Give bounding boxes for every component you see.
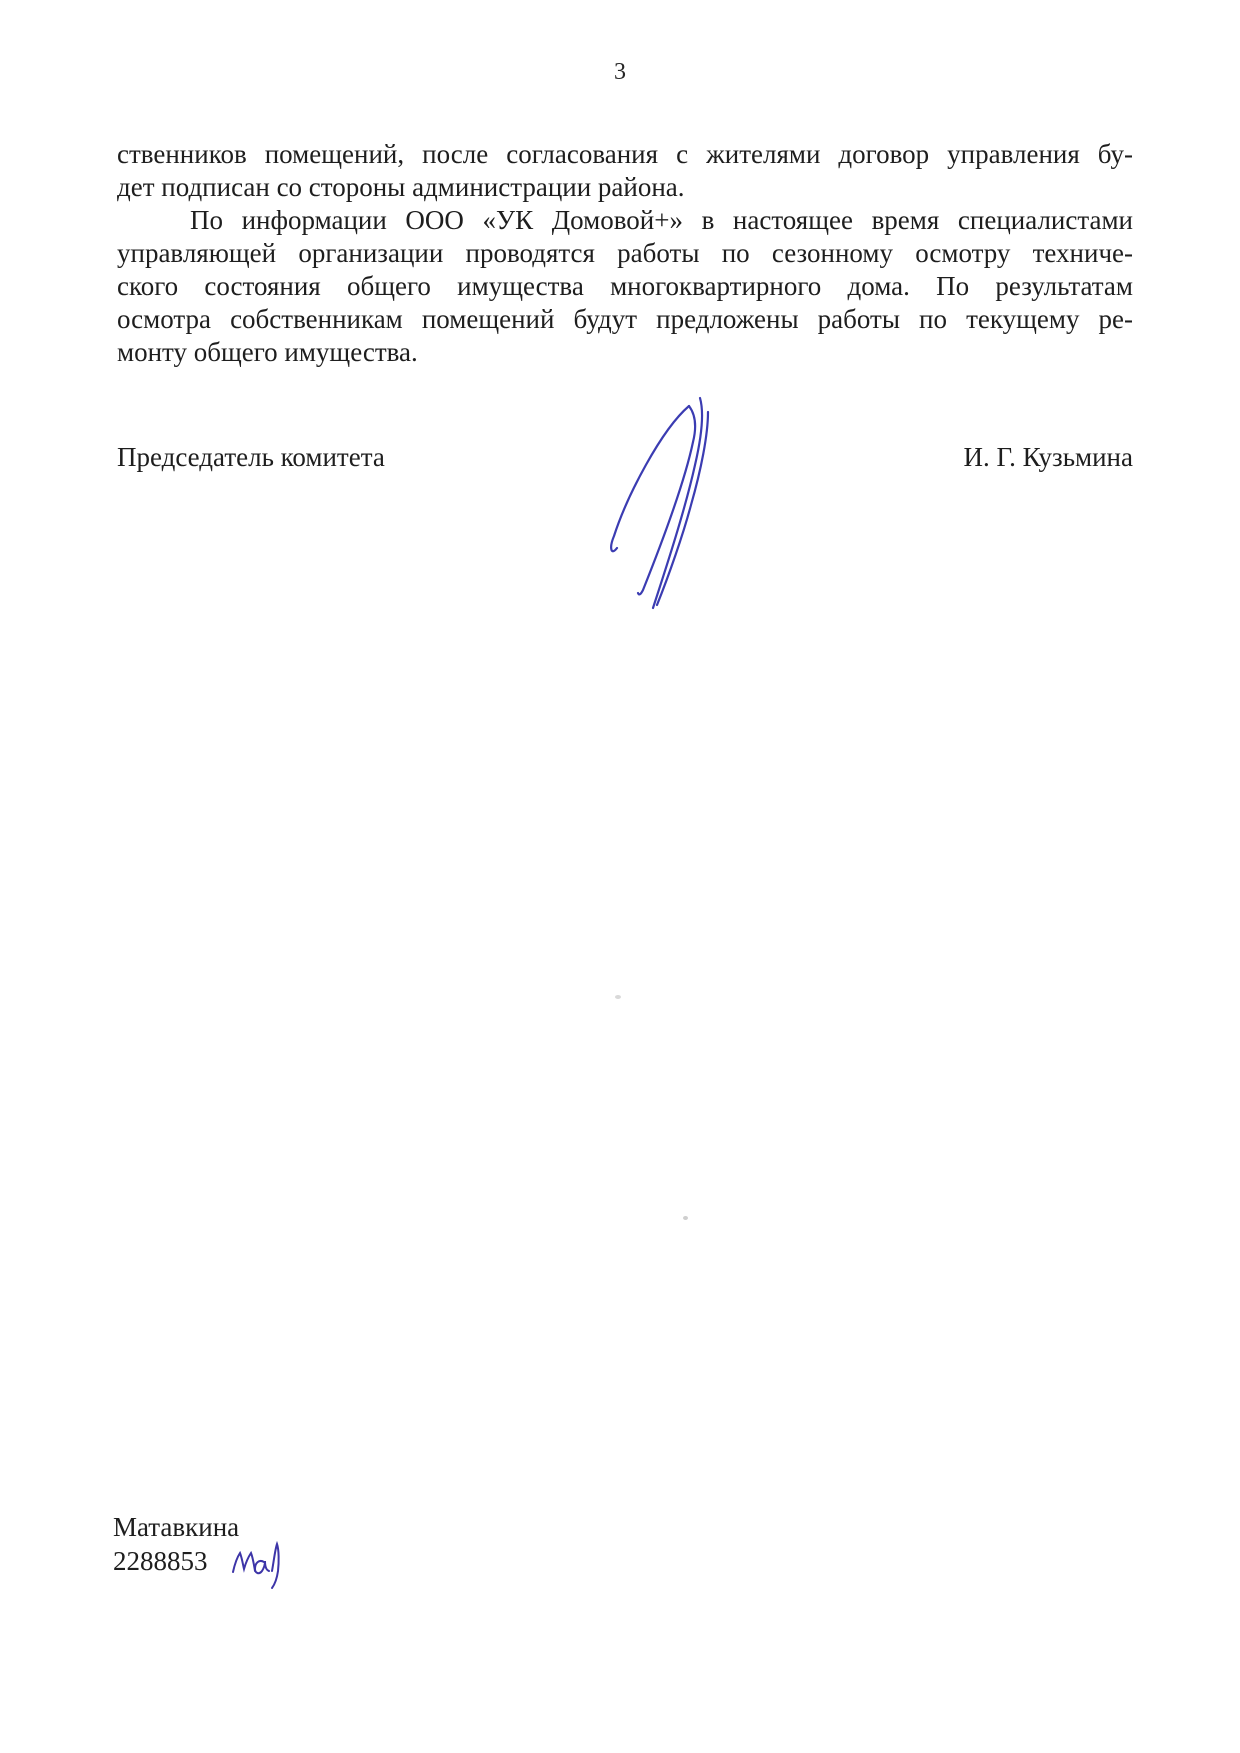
paragraph-continuation bbox=[117, 138, 1133, 204]
paragraph-uk-domovoy bbox=[117, 204, 1133, 369]
text-line: управляющей организации проводятся работы по сезонному осмотру техниче- bbox=[117, 238, 1133, 268]
executor-phone: 2288853 bbox=[113, 1546, 208, 1576]
text-line: ственников помещений, после согласования с жителями договор управления бу- bbox=[117, 139, 1133, 169]
text-line: осмотра собственникам помещений будут предложены работы по текущему ре- bbox=[117, 304, 1133, 334]
text-line: По информации ООО «УК Домовой+» в настоящее время специалистами bbox=[190, 205, 1133, 235]
signer-name: И. Г. Кузьмина bbox=[963, 442, 1133, 472]
handwritten-signature-icon bbox=[605, 390, 720, 615]
executor-name: Матавкина bbox=[113, 1512, 240, 1542]
scan-artifact-speck bbox=[683, 1216, 688, 1220]
signer-title: Председатель комитета bbox=[117, 442, 385, 472]
letter-body bbox=[117, 138, 1133, 369]
handwritten-initials-icon bbox=[230, 1540, 285, 1592]
text-line: дет подписан со стороны администрации района. bbox=[117, 172, 685, 202]
scan-artifact-speck bbox=[615, 995, 621, 999]
text-line: монту общего имущества. bbox=[117, 337, 418, 367]
executor-footer bbox=[113, 1510, 239, 1578]
page-number: 3 bbox=[614, 59, 626, 85]
text-line: ского состояния общего имущества многоквартирного дома. По результатам bbox=[117, 271, 1133, 301]
